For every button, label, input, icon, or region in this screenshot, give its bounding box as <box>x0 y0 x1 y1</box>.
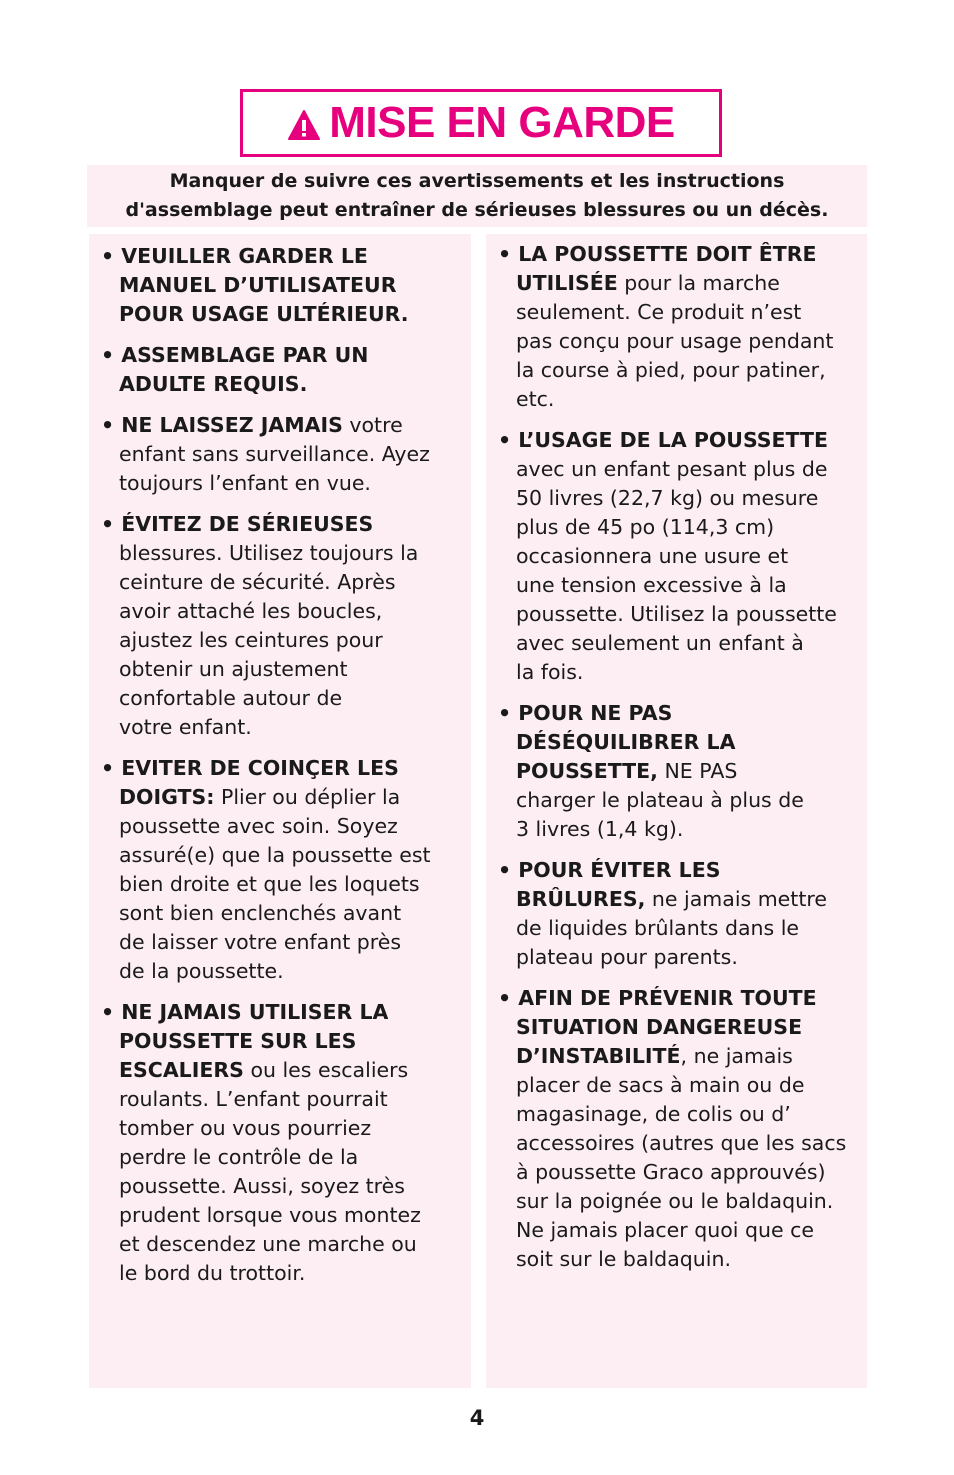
header-title: MISE EN GARDE <box>329 98 675 147</box>
warning-line <box>498 1100 857 1129</box>
warning-line-bold: • POUR NE PAS <box>498 701 673 725</box>
warning-item <box>101 998 461 1288</box>
warning-line <box>498 984 857 1013</box>
warning-line-text: de liquides brûlants dans le <box>516 916 800 940</box>
warning-line-text: de la poussette. <box>119 959 284 983</box>
warning-line <box>498 943 857 972</box>
warning-line-text: perdre le contrôle de la <box>119 1145 359 1169</box>
warning-line-text: à poussette Graco approuvés) <box>516 1160 826 1184</box>
warning-line-bold: ADULTE REQUIS. <box>119 372 308 396</box>
right-column <box>486 234 867 1388</box>
warning-line <box>101 370 461 399</box>
warning-line-bold: BRÛLURES, <box>516 887 646 911</box>
warning-line <box>498 815 857 844</box>
warning-line-text: pour la marche <box>617 271 780 295</box>
warning-line-bold: • NE LAISSEZ JAMAIS <box>101 413 343 437</box>
warning-line <box>498 658 857 687</box>
warning-line-bold: UTILISÉE <box>516 271 618 295</box>
warning-line <box>101 626 461 655</box>
warning-line-bold: • NE JAMAIS UTILISER LA <box>101 1000 389 1024</box>
warning-line <box>498 1187 857 1216</box>
warning-line <box>498 1013 857 1042</box>
warning-line-bold: • L’USAGE DE LA POUSSETTE <box>498 428 828 452</box>
warning-line-text: la fois. <box>516 660 584 684</box>
warning-line <box>498 327 857 356</box>
warning-line <box>101 841 461 870</box>
warning-line <box>101 899 461 928</box>
warning-line-text: 50 livres (22,7 kg) ou mesure <box>516 486 819 510</box>
warning-line-text: Plier ou déplier la <box>214 785 401 809</box>
warning-item <box>101 411 461 498</box>
warning-line-text: enfant sans surveillance. Ayez <box>119 442 430 466</box>
warning-line-text: placer de sacs à main ou de <box>516 1073 805 1097</box>
warning-line <box>498 269 857 298</box>
warning-line <box>498 1216 857 1245</box>
warning-line-text: votre <box>342 413 403 437</box>
warning-line-bold: • LA POUSSETTE DOIT ÊTRE <box>498 242 817 266</box>
warning-line <box>101 597 461 626</box>
warning-line-bold: D’INSTABILITÉ <box>516 1044 681 1068</box>
warning-line-text: soit sur le baldaquin. <box>516 1247 731 1271</box>
warning-line <box>498 885 857 914</box>
warning-line <box>101 469 461 498</box>
warning-line <box>101 539 461 568</box>
warning-line-text: charger le plateau à plus de <box>516 788 804 812</box>
warning-line <box>101 928 461 957</box>
warning-line-bold: • AFIN DE PRÉVENIR TOUTE <box>498 986 817 1010</box>
warning-line-text: avec seulement un enfant à <box>516 631 804 655</box>
warning-line <box>498 1042 857 1071</box>
warning-item <box>101 754 461 986</box>
warning-line <box>101 783 461 812</box>
warning-line-text: avoir attaché les boucles, <box>119 599 383 623</box>
warning-triangle-icon <box>287 109 321 141</box>
warning-line-text: et descendez une marche ou <box>119 1232 417 1256</box>
warning-line-text: tomber ou vous pourriez <box>119 1116 372 1140</box>
warning-line <box>498 385 857 414</box>
warning-line-bold: DOIGTS: <box>119 785 215 809</box>
warning-line-text: seulement. Ce produit n’est <box>516 300 802 324</box>
warning-line <box>101 341 461 370</box>
warning-header <box>240 89 722 157</box>
warning-line <box>101 870 461 899</box>
warning-line-text: avec un enfant pesant plus de <box>516 457 828 481</box>
warning-line-text: blessures. Utilisez toujours la <box>119 541 419 565</box>
warning-line <box>101 1027 461 1056</box>
warning-line-bold: • VEUILLER GARDER LE <box>101 244 368 268</box>
warning-line <box>498 240 857 269</box>
warning-line <box>101 684 461 713</box>
warning-line <box>498 542 857 571</box>
warning-line-text: ou les escaliers <box>243 1058 409 1082</box>
warning-line <box>101 655 461 684</box>
warning-line <box>101 1201 461 1230</box>
warning-line-bold: POUR USAGE ULTÉRIEUR. <box>119 302 409 326</box>
warning-item <box>101 510 461 742</box>
intro-line: Manquer de suivre ces avertissements et les instructions <box>169 170 785 192</box>
warning-line-text: prudent lorsque vous montez <box>119 1203 421 1227</box>
warning-line-text: toujours l’enfant en vue. <box>119 471 371 495</box>
warning-line-text: , ne jamais <box>680 1044 793 1068</box>
warning-line <box>101 440 461 469</box>
warning-line <box>498 914 857 943</box>
warning-line <box>498 728 857 757</box>
warning-item <box>498 240 857 414</box>
warning-line <box>498 856 857 885</box>
warning-line <box>498 455 857 484</box>
warning-line-text: plateau pour parents. <box>516 945 738 969</box>
warning-line <box>498 629 857 658</box>
warning-line-text: de laisser votre enfant près <box>119 930 402 954</box>
warning-line-text: sur la poignée ou le baldaquin. <box>516 1189 834 1213</box>
warning-line-bold: DÉSÉQUILIBRER LA <box>516 730 736 754</box>
warning-line-text: ceinture de sécurité. Après <box>119 570 396 594</box>
warning-line <box>498 1129 857 1158</box>
warning-line <box>498 298 857 327</box>
warning-line-text: NE PAS <box>657 759 738 783</box>
warning-line-text: la course à pied, pour patiner, <box>516 358 826 382</box>
warning-line-text: accessoires (autres que les sacs <box>516 1131 847 1155</box>
warning-line-text: ajustez les ceintures pour <box>119 628 383 652</box>
warning-line-text: bien droite et que les loquets <box>119 872 420 896</box>
intro-line: d'assemblage peut entraîner de sérieuses blessures ou un décès. <box>125 199 829 221</box>
intro-warning <box>87 165 867 227</box>
warning-line <box>101 510 461 539</box>
warning-line-text: occasionnera une usure et <box>516 544 789 568</box>
warning-line-bold: • POUR ÉVITER LES <box>498 858 721 882</box>
warning-line <box>498 786 857 815</box>
warning-line-text: poussette. Utilisez la poussette <box>516 602 837 626</box>
warning-line-text: roulants. L’enfant pourrait <box>119 1087 388 1111</box>
warning-line-text: assuré(e) que la poussette est <box>119 843 431 867</box>
warning-line-text: une tension excessive à la <box>516 573 787 597</box>
warning-line <box>498 513 857 542</box>
warning-line-text: Ne jamais placer quoi que ce <box>516 1218 815 1242</box>
warning-line-bold: ESCALIERS <box>119 1058 244 1082</box>
warning-line <box>101 1172 461 1201</box>
warning-line <box>101 812 461 841</box>
warning-line-text: 3 livres (1,4 kg). <box>516 817 684 841</box>
warning-line-bold: • ÉVITEZ DE SÉRIEUSES <box>101 512 374 536</box>
warning-line <box>101 271 461 300</box>
warning-line-text: le bord du trottoir. <box>119 1261 306 1285</box>
left-column <box>89 234 471 1388</box>
warning-line <box>101 1056 461 1085</box>
page-number: 4 <box>469 1406 485 1430</box>
warning-line-text: etc. <box>516 387 555 411</box>
warning-line <box>101 568 461 597</box>
warning-line <box>101 1085 461 1114</box>
warning-line-bold: POUSSETTE SUR LES <box>119 1029 357 1053</box>
warning-line <box>498 757 857 786</box>
warning-line <box>101 411 461 440</box>
warning-line-bold: POUSSETTE, <box>516 759 658 783</box>
warning-line-text: ne jamais mettre <box>645 887 827 911</box>
warning-line-text: confortable autour de <box>119 686 343 710</box>
warning-line <box>498 1158 857 1187</box>
warning-line <box>498 1245 857 1274</box>
warning-line-bold: • EVITER DE COINÇER LES <box>101 756 399 780</box>
warning-line <box>498 699 857 728</box>
warning-line-bold: MANUEL D’UTILISATEUR <box>119 273 397 297</box>
warning-item <box>498 699 857 844</box>
warning-line-text: poussette. Aussi, soyez très <box>119 1174 405 1198</box>
warning-line <box>498 571 857 600</box>
warning-line-bold: • ASSEMBLAGE PAR UN <box>101 343 369 367</box>
warning-item <box>498 856 857 972</box>
warning-line-text: magasinage, de colis ou d’ <box>516 1102 791 1126</box>
warning-line <box>101 1143 461 1172</box>
warning-line-bold: SITUATION DANGEREUSE <box>516 1015 803 1039</box>
warning-line <box>101 1230 461 1259</box>
warning-line-text: poussette avec soin. Soyez <box>119 814 398 838</box>
warning-line-text: sont bien enclenchés avant <box>119 901 402 925</box>
warning-line <box>498 356 857 385</box>
warning-line <box>101 242 461 271</box>
warning-line <box>101 713 461 742</box>
warning-line <box>101 1259 461 1288</box>
warning-line <box>101 998 461 1027</box>
warning-line-text: obtenir un ajustement <box>119 657 348 681</box>
warning-line <box>498 426 857 455</box>
warning-line <box>101 754 461 783</box>
warning-line <box>498 1071 857 1100</box>
warning-line-text: votre enfant. <box>119 715 252 739</box>
warning-line <box>498 484 857 513</box>
warning-line <box>101 1114 461 1143</box>
warning-item <box>498 984 857 1274</box>
warning-line-text: plus de 45 po (114,3 cm) <box>516 515 775 539</box>
warning-item <box>498 426 857 687</box>
warning-line-text: pas conçu pour usage pendant <box>516 329 834 353</box>
warning-item <box>101 242 461 329</box>
warning-line <box>101 300 461 329</box>
warning-line <box>101 957 461 986</box>
warning-line <box>498 600 857 629</box>
warning-item <box>101 341 461 399</box>
